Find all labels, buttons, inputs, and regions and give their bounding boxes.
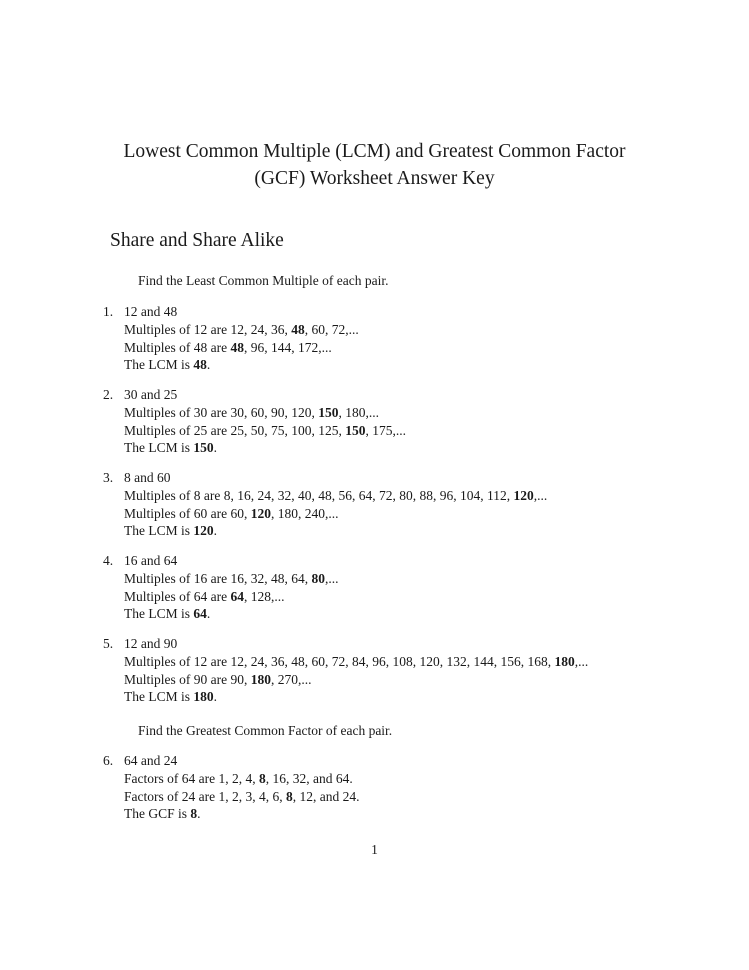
title-line-2: (GCF) Worksheet Answer Key — [254, 168, 495, 189]
problem-pair: 12 and 90 — [124, 636, 178, 651]
page-title — [60, 138, 689, 192]
problem-result: The LCM is 180. — [124, 689, 217, 705]
problem-line-a: Multiples of 16 are 16, 32, 48, 64, 80,... — [124, 570, 339, 586]
problem-line-b: Factors of 24 are 1, 2, 3, 4, 6, 8, 12, and 24. — [124, 788, 360, 804]
problem-item — [103, 635, 723, 706]
gcf-instructions: Find the Greatest Common Factor of each pair. — [138, 723, 393, 738]
title-line-1: Lowest Common Multiple (LCM) and Greatest Common Factor — [123, 141, 626, 162]
problem-result: The GCF is 8. — [124, 806, 201, 822]
problem-line-b: Multiples of 60 are 60, 120, 180, 240,... — [124, 505, 339, 521]
problem-pair: 64 and 24 — [124, 753, 178, 768]
problem-item — [103, 303, 723, 374]
page-number: 1 — [371, 842, 378, 857]
problem-pair: 8 and 60 — [124, 470, 171, 485]
problem-result: The LCM is 64. — [124, 606, 211, 622]
problem-line-b: Multiples of 25 are 25, 50, 75, 100, 125, 150, 175,... — [124, 422, 406, 438]
problem-item — [103, 469, 723, 540]
lcm-instructions: Find the Least Common Multiple of each pair. — [138, 273, 389, 288]
problem-line-b: Multiples of 64 are 64, 128,... — [124, 588, 285, 604]
problem-result: The LCM is 120. — [124, 523, 217, 539]
problem-pair: 16 and 64 — [124, 553, 178, 568]
problem-pair: 12 and 48 — [124, 304, 178, 319]
problem-item — [103, 552, 723, 623]
problem-item — [103, 386, 723, 457]
problem-result: The LCM is 48. — [124, 357, 211, 373]
problem-line-a: Multiples of 12 are 12, 24, 36, 48, 60, 72, 84, 96, 108, 120, 132, 144, 156, 168, 180,... — [124, 653, 589, 669]
problem-result: The LCM is 150. — [124, 440, 217, 456]
section-title: Share and Share Alike — [110, 230, 284, 251]
problem-number: 5. — [103, 636, 114, 651]
problem-number: 1. — [103, 304, 114, 319]
problem-item — [103, 752, 723, 823]
problem-line-a: Factors of 64 are 1, 2, 4, 8, 16, 32, and 64. — [124, 770, 353, 786]
problem-line-b: Multiples of 90 are 90, 180, 270,... — [124, 671, 312, 687]
problem-number: 4. — [103, 553, 114, 568]
problem-number: 3. — [103, 470, 114, 485]
problem-line-b: Multiples of 48 are 48, 96, 144, 172,... — [124, 339, 332, 355]
problem-number: 6. — [103, 753, 114, 768]
problem-line-a: Multiples of 12 are 12, 24, 36, 48, 60, 72,... — [124, 321, 359, 337]
problem-number: 2. — [103, 387, 114, 402]
problem-line-a: Multiples of 8 are 8, 16, 24, 32, 40, 48, 56, 64, 72, 80, 88, 96, 104, 112, 120,... — [124, 487, 548, 503]
problem-pair: 30 and 25 — [124, 387, 178, 402]
problem-line-a: Multiples of 30 are 30, 60, 90, 120, 150, 180,... — [124, 404, 379, 420]
